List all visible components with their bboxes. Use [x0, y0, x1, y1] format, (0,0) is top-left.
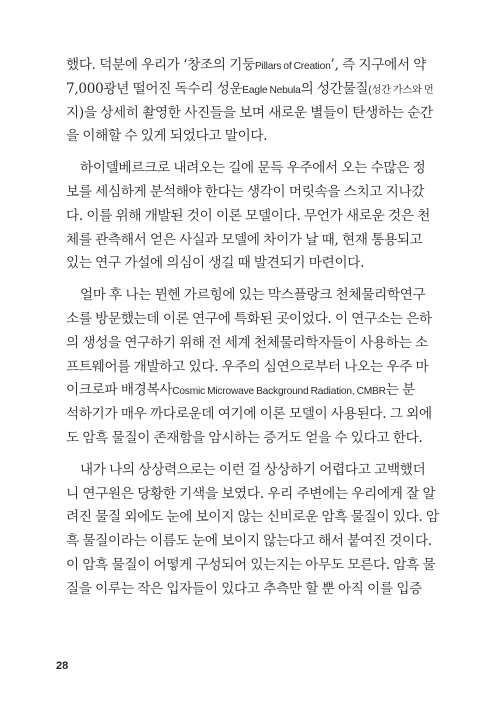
page-number: 28: [56, 660, 69, 672]
text-line: 보를 세심하게 분석해야 한다는 생각이 머릿속을 스치고 지나갔: [66, 183, 425, 200]
text-line: 얼마 후 나는 뮌헨 가르힝에 있는 막스플랑크 천체물리학연구: [80, 287, 426, 304]
text-line: 7,000광년 떨어진 독수리 성운Eagle Nebula의 성간물질(성간 가스와 먼: [66, 80, 434, 97]
text-line: 있는 연구 가설에 의심이 생길 때 발견되기 마련이다.: [66, 255, 365, 272]
text-line: 했다. 덕분에 우리가 ‘창조의 기둥Pillars of Creation’, 즉 지구에서 약: [66, 57, 427, 73]
text-line: 하이델베르크로 내려오는 길에 문득 우주에서 오는 수많은 정: [80, 160, 426, 177]
text-line: 을 이해할 수 있게 되었다고 말이다.: [66, 128, 268, 145]
text-line: 내가 나의 상상력으로는 이런 걸 상상하기 어렵다고 고백했더: [80, 461, 426, 478]
text-line: 의 생성을 연구하기 위해 전 세계 천체물리학자들이 사용하는 소: [66, 334, 428, 351]
text-line: 니 연구원은 당황한 기색을 보였다. 우리 주변에는 우리에게 잘 알: [66, 485, 436, 502]
text-line: 지)을 상세히 촬영한 사진들을 보며 새로운 별들이 탄생하는 순간: [66, 104, 433, 121]
text-line: 석하기가 매우 까다로운데 여기에 이론 모델이 사용된다. 그 외에: [66, 406, 432, 423]
text-line: 다. 이를 위해 개발된 것이 이론 모델이다. 무언가 새로운 것은 천: [66, 207, 431, 224]
text-line: 도 암흑 물질이 존재함을 암시하는 증거도 얻을 수 있다고 한다.: [66, 429, 423, 446]
text-line: 이 암흑 물질이 어떻게 구성되어 있는지는 아무도 모른다. 암흑 물: [66, 556, 436, 573]
text-line: 흑 물질이라는 이름도 눈에 보이지 않는다고 해서 붙여진 것이다.: [66, 533, 432, 550]
text-line: 소를 방문했는데 이론 연구에 특화된 곳이었다. 이 연구소는 은하: [66, 310, 432, 327]
text-line: 체를 관측해서 얻은 사실과 모델에 차이가 날 때, 현재 통용되고: [66, 231, 423, 248]
body-text: [66, 54, 439, 602]
text-line: 려진 물질 외에도 눈에 보이지 않는 신비로운 암흑 물질이 있다. 암: [66, 509, 439, 526]
text-line: 이크로파 배경복사Cosmic Microwave Background Radiation, CMBR는 분: [66, 382, 415, 399]
text-line: 질을 이루는 작은 입자들이 있다고 추측만 할 뿐 아직 이를 입증: [66, 580, 422, 597]
text-line: 프트웨어를 개발하고 있다. 우주의 심연으로부터 나오는 우주 마: [66, 358, 429, 375]
